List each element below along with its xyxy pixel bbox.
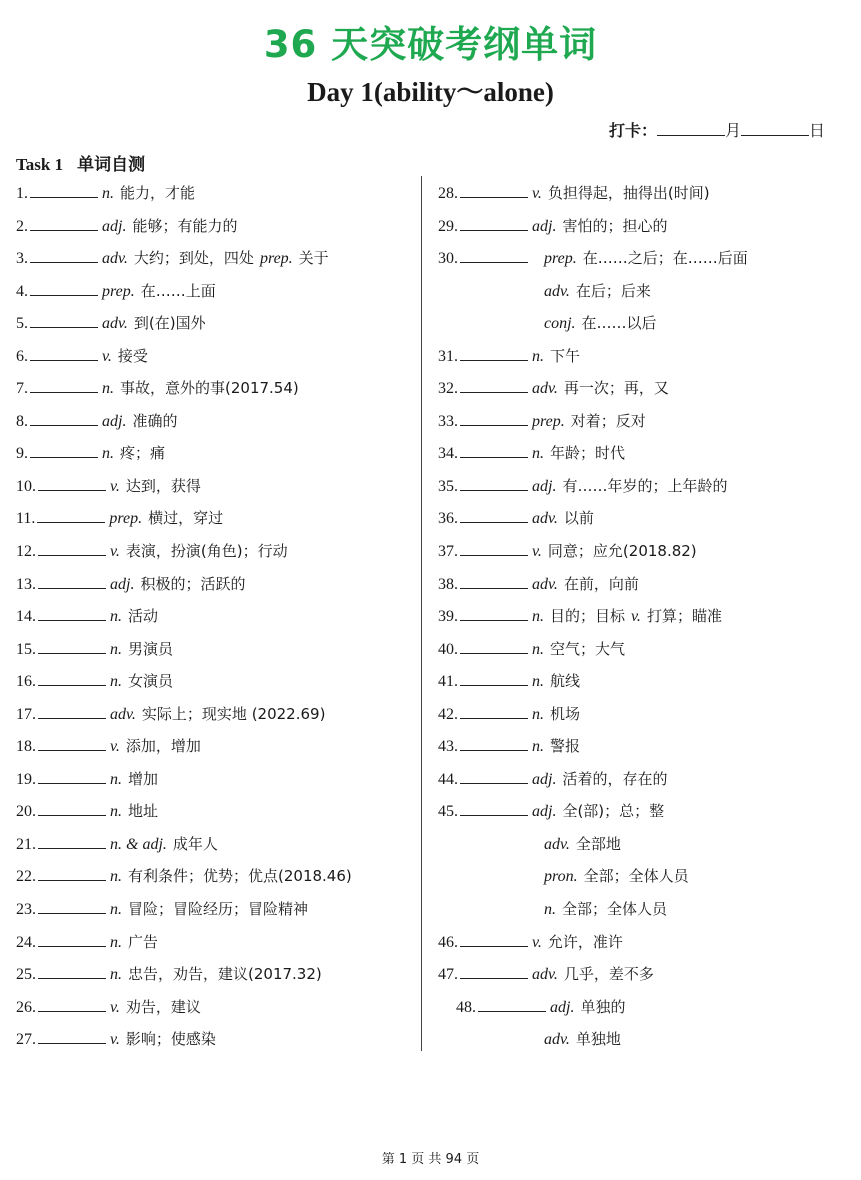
part-of-speech: v. (532, 933, 542, 951)
word-item (438, 275, 848, 308)
item-number: 23. (16, 901, 36, 919)
task-number: Task 1 (16, 155, 64, 174)
part-of-speech: adj. (102, 217, 127, 235)
word-item (438, 893, 848, 926)
part-of-speech: n. (544, 901, 556, 919)
word-item (438, 242, 848, 275)
word-item (16, 1023, 416, 1056)
word-item (16, 958, 416, 991)
item-number: 27. (16, 1031, 36, 1049)
word-item (438, 633, 848, 666)
meaning: 负担得起，抽得出(时间) (547, 184, 710, 202)
answer-blank[interactable] (38, 671, 106, 686)
task-heading (16, 150, 145, 175)
left-word-list (16, 177, 416, 1056)
answer-blank[interactable] (460, 671, 528, 686)
part-of-speech: adj. (532, 803, 557, 821)
item-number: 29. (438, 217, 458, 235)
item-number: 22. (16, 868, 36, 886)
item-number: 36. (438, 510, 458, 528)
part-of-speech: v. (110, 477, 120, 495)
answer-blank[interactable] (37, 508, 105, 523)
meaning: 事故，意外的事(2017.54) (120, 379, 299, 398)
meaning: 冒险；冒险经历；冒险精神 (128, 900, 309, 919)
part-of-speech: adv. (102, 250, 128, 268)
item-number: 32. (438, 380, 458, 398)
word-item (16, 502, 416, 535)
answer-blank[interactable] (460, 346, 528, 361)
meaning: 全部地 (575, 834, 621, 853)
meaning: 单独的 (580, 997, 626, 1016)
word-item (16, 275, 416, 308)
item-number: 20. (16, 803, 36, 821)
meaning: 有……年岁的；上年龄的 (562, 476, 728, 495)
answer-blank[interactable] (38, 834, 106, 849)
word-item (438, 926, 848, 959)
part-of-speech: v. (110, 543, 120, 561)
meaning: 添加，增加 (125, 737, 201, 756)
item-number: 2. (16, 217, 28, 235)
month-blank[interactable] (657, 121, 725, 136)
item-number: 17. (16, 705, 36, 723)
item-number: 13. (16, 575, 36, 593)
part-of-speech: n. (532, 445, 544, 463)
item-number: 39. (438, 608, 458, 626)
answer-blank[interactable] (38, 769, 106, 784)
part-of-speech: n. (532, 705, 544, 723)
word-item (438, 991, 848, 1024)
item-number: 46. (438, 933, 458, 951)
item-number: 42. (438, 705, 458, 723)
answer-blank[interactable] (30, 443, 98, 458)
part-of-speech: pron. (544, 868, 578, 886)
word-item (16, 405, 416, 438)
part-of-speech: adj. (532, 217, 557, 235)
meaning: 机场 (550, 704, 581, 723)
word-item (16, 307, 416, 340)
item-number: 28. (438, 185, 458, 202)
meaning: 警报 (550, 737, 581, 756)
word-item (438, 437, 848, 470)
part-of-speech: prep. (544, 250, 577, 268)
item-number: 6. (16, 347, 28, 365)
right-word-list (438, 177, 848, 1056)
part-of-speech: n. (102, 380, 114, 398)
part-of-speech: adj. (532, 477, 557, 495)
answer-blank[interactable] (30, 313, 98, 328)
day-blank[interactable] (741, 121, 809, 136)
answer-blank[interactable] (30, 281, 98, 296)
page-title: 36 天突破考纲单词 (263, 23, 598, 66)
part-of-speech: v. (631, 608, 641, 626)
meaning: 打算；瞄准 (646, 607, 722, 626)
item-number: 15. (16, 640, 36, 658)
column-divider (421, 176, 422, 1051)
answer-blank[interactable] (30, 183, 98, 198)
answer-blank[interactable] (30, 248, 98, 263)
meaning: 实际上；现实地 (2022.69) (141, 704, 326, 723)
answer-blank[interactable] (460, 216, 528, 231)
word-item (16, 730, 416, 763)
answer-blank[interactable] (38, 866, 106, 881)
answer-blank[interactable] (38, 932, 106, 947)
meaning: 在前，向前 (563, 574, 639, 593)
part-of-speech: v. (110, 998, 120, 1016)
answer-blank[interactable] (38, 704, 106, 719)
part-of-speech: adv. (544, 282, 570, 300)
meaning: 再一次；再，又 (563, 379, 669, 398)
word-item (16, 535, 416, 568)
meaning: 在……上面 (140, 281, 216, 300)
word-item (438, 730, 848, 763)
answer-blank[interactable] (38, 997, 106, 1012)
word-item (16, 926, 416, 959)
meaning: 几乎，差不多 (563, 965, 654, 984)
word-item (438, 535, 848, 568)
word-item (438, 210, 848, 243)
meaning: 忠告，劝告，建议(2017.32) (128, 965, 322, 984)
word-item (438, 372, 848, 405)
meaning: 活动 (128, 607, 159, 626)
word-item (16, 242, 416, 275)
part-of-speech: prep. (259, 250, 293, 268)
item-number: 38. (438, 575, 458, 593)
item-number: 1. (16, 185, 28, 202)
item-number: 14. (16, 608, 36, 626)
part-of-speech: adv. (544, 835, 570, 853)
part-of-speech: v. (532, 185, 542, 202)
answer-blank[interactable] (38, 736, 106, 751)
item-number: 11. (16, 510, 36, 528)
part-of-speech: adj. (102, 412, 127, 430)
meaning: 到(在)国外 (133, 314, 206, 333)
part-of-speech: adv. (532, 380, 558, 398)
word-item (16, 763, 416, 796)
meaning: 以前 (563, 509, 594, 528)
part-of-speech: v. (110, 738, 120, 756)
item-number: 43. (438, 738, 458, 756)
part-of-speech: n. (110, 803, 122, 821)
item-number: 31. (438, 347, 458, 365)
answer-blank[interactable] (460, 801, 528, 816)
meaning: 关于 (298, 249, 329, 268)
word-item (438, 958, 848, 991)
item-number: 41. (438, 673, 458, 691)
answer-blank[interactable] (460, 736, 528, 751)
answer-blank[interactable] (460, 964, 528, 979)
word-item (16, 372, 416, 405)
task-name: 单词自测 (77, 155, 146, 175)
page-footer: 第 1 页 共 94 页 (381, 1152, 480, 1167)
meaning: 准确的 (132, 411, 178, 430)
part-of-speech: adv. (532, 966, 558, 984)
item-number: 33. (438, 412, 458, 430)
meaning: 年龄；时代 (550, 444, 626, 463)
word-item (438, 470, 848, 503)
part-of-speech: conj. (544, 315, 576, 333)
meaning: 全(部)；总；整 (562, 802, 665, 821)
item-number: 10. (16, 477, 36, 495)
meaning: 劝告，建议 (125, 997, 201, 1016)
answer-blank[interactable] (460, 541, 528, 556)
item-number: 19. (16, 770, 36, 788)
part-of-speech: n. (110, 673, 122, 691)
answer-blank[interactable] (38, 1029, 106, 1044)
meaning: 下午 (550, 346, 581, 365)
meaning: 在后；后来 (575, 281, 651, 300)
answer-blank[interactable] (460, 183, 528, 198)
part-of-speech: adv. (102, 315, 128, 333)
part-of-speech: n. (532, 347, 544, 365)
word-item (438, 1023, 848, 1056)
word-item (438, 405, 848, 438)
part-of-speech: adv. (110, 705, 136, 723)
item-number: 45. (438, 803, 458, 821)
item-number: 30. (438, 250, 458, 268)
item-number: 44. (438, 770, 458, 788)
meaning: 能力，才能 (120, 184, 196, 202)
item-number: 7. (16, 380, 28, 398)
word-item (16, 893, 416, 926)
answer-blank[interactable] (38, 476, 106, 491)
part-of-speech: v. (532, 543, 542, 561)
part-of-speech: n. (110, 770, 122, 788)
meaning: 达到，获得 (125, 476, 201, 495)
answer-blank[interactable] (460, 769, 528, 784)
item-number: 34. (438, 445, 458, 463)
word-item (16, 437, 416, 470)
meaning: 有利条件；优势；优点(2018.46) (128, 867, 352, 886)
meaning: 在……之后；在……后面 (582, 249, 748, 268)
item-number: 24. (16, 933, 36, 951)
answer-blank[interactable] (38, 574, 106, 589)
word-item (16, 177, 416, 210)
day-subtitle: Day 1(ability～alone) (307, 77, 554, 107)
part-of-speech: prep. (102, 282, 135, 300)
word-item (16, 210, 416, 243)
part-of-speech: adj. (532, 770, 557, 788)
answer-blank[interactable] (38, 899, 106, 914)
word-item (16, 795, 416, 828)
meaning: 同意；应允(2018.82) (547, 542, 697, 561)
word-item (16, 991, 416, 1024)
word-item (438, 568, 848, 601)
meaning: 女演员 (128, 672, 174, 691)
meaning: 积极的；活跃的 (140, 574, 246, 593)
meaning: 对着；反对 (570, 411, 646, 430)
checkin-label: 打卡： (608, 121, 657, 140)
part-of-speech: adv. (532, 575, 558, 593)
part-of-speech: n. (110, 868, 122, 886)
item-number: 12. (16, 543, 36, 561)
part-of-speech: v. (102, 347, 112, 365)
part-of-speech: prep. (532, 412, 565, 430)
item-number: 21. (16, 835, 36, 853)
item-number: 40. (438, 640, 458, 658)
part-of-speech: n. (102, 185, 114, 202)
word-item (438, 600, 848, 633)
month-label: 月 (724, 121, 741, 140)
part-of-speech: n. (532, 608, 544, 626)
meaning: 影响；使感染 (125, 1030, 216, 1049)
part-of-speech: n. (102, 445, 114, 463)
item-number: 47. (438, 966, 458, 984)
part-of-speech: v. (110, 1031, 120, 1049)
part-of-speech: adv. (544, 1031, 570, 1049)
answer-blank[interactable] (38, 606, 106, 621)
checkin-line (609, 118, 825, 141)
meaning: 目的；目标 (550, 607, 626, 626)
item-number: 9. (16, 445, 28, 463)
word-item (438, 307, 848, 340)
part-of-speech: n. (110, 640, 122, 658)
part-of-speech: adv. (532, 510, 558, 528)
item-number: 35. (438, 477, 458, 495)
word-item (16, 568, 416, 601)
meaning: 允许，准许 (547, 932, 623, 951)
meaning: 全部；全体人员 (583, 867, 689, 886)
word-item (16, 633, 416, 666)
answer-blank[interactable] (30, 378, 98, 393)
word-item (16, 860, 416, 893)
answer-blank[interactable] (460, 639, 528, 654)
meaning: 男演员 (128, 639, 174, 658)
answer-blank[interactable] (38, 541, 106, 556)
part-of-speech: n. (110, 966, 122, 984)
word-item (438, 860, 848, 893)
word-item (16, 698, 416, 731)
part-of-speech: n. (532, 640, 544, 658)
answer-blank[interactable] (460, 443, 528, 458)
answer-blank[interactable] (460, 476, 528, 491)
word-item (438, 828, 848, 861)
meaning: 接受 (117, 346, 148, 365)
meaning: 疼；痛 (120, 444, 166, 463)
meaning: 空气；大气 (550, 639, 626, 658)
day-label: 日 (808, 121, 825, 140)
item-number: 26. (16, 998, 36, 1016)
meaning: 单独地 (575, 1030, 621, 1049)
part-of-speech: n. (532, 738, 544, 756)
word-item (438, 795, 848, 828)
word-item (16, 828, 416, 861)
word-item (438, 665, 848, 698)
meaning: 成年人 (172, 834, 218, 853)
part-of-speech: n. (110, 608, 122, 626)
meaning: 表演，扮演(角色)；行动 (125, 542, 288, 561)
part-of-speech: n. (110, 901, 122, 919)
answer-blank[interactable] (38, 964, 106, 979)
item-number: 16. (16, 673, 36, 691)
meaning: 害怕的；担心的 (562, 216, 668, 235)
answer-blank[interactable] (30, 216, 98, 231)
part-of-speech: adj. (550, 998, 575, 1016)
answer-blank[interactable] (38, 801, 106, 816)
item-number: 18. (16, 738, 36, 756)
item-number: 48. (456, 998, 476, 1016)
word-item (438, 763, 848, 796)
word-item (438, 502, 848, 535)
word-item (438, 698, 848, 731)
answer-blank[interactable] (460, 574, 528, 589)
answer-blank[interactable] (460, 932, 528, 947)
item-number: 8. (16, 412, 28, 430)
meaning: 在……以后 (581, 314, 657, 333)
part-of-speech: adj. (110, 575, 135, 593)
meaning: 能够；有能力的 (132, 216, 238, 235)
item-number: 5. (16, 315, 28, 333)
meaning: 广告 (128, 932, 159, 951)
part-of-speech: n. & adj. (110, 835, 167, 853)
meaning: 大约；到处，四处 (133, 249, 254, 268)
word-item (438, 340, 848, 373)
answer-blank[interactable] (30, 411, 98, 426)
answer-blank[interactable] (460, 378, 528, 393)
answer-blank[interactable] (38, 639, 106, 654)
word-item (16, 340, 416, 373)
item-number: 3. (16, 250, 28, 268)
word-item (438, 177, 848, 210)
meaning: 增加 (128, 769, 159, 788)
word-item (16, 665, 416, 698)
item-number: 4. (16, 282, 28, 300)
answer-blank[interactable] (460, 704, 528, 719)
meaning: 活着的，存在的 (562, 769, 668, 788)
answer-blank[interactable] (478, 997, 546, 1012)
answer-blank[interactable] (460, 508, 528, 523)
answer-blank[interactable] (30, 346, 98, 361)
word-item (16, 600, 416, 633)
part-of-speech: n. (110, 933, 122, 951)
answer-blank[interactable] (460, 248, 528, 263)
part-of-speech: n. (532, 673, 544, 691)
item-number: 37. (438, 543, 458, 561)
answer-blank[interactable] (460, 606, 528, 621)
meaning: 航线 (550, 672, 581, 691)
meaning: 全部；全体人员 (562, 900, 668, 919)
meaning: 地址 (128, 802, 159, 821)
word-item (16, 470, 416, 503)
meaning: 横过，穿过 (148, 509, 224, 528)
item-number: 25. (16, 966, 36, 984)
answer-blank[interactable] (460, 411, 528, 426)
part-of-speech: prep. (109, 510, 143, 528)
